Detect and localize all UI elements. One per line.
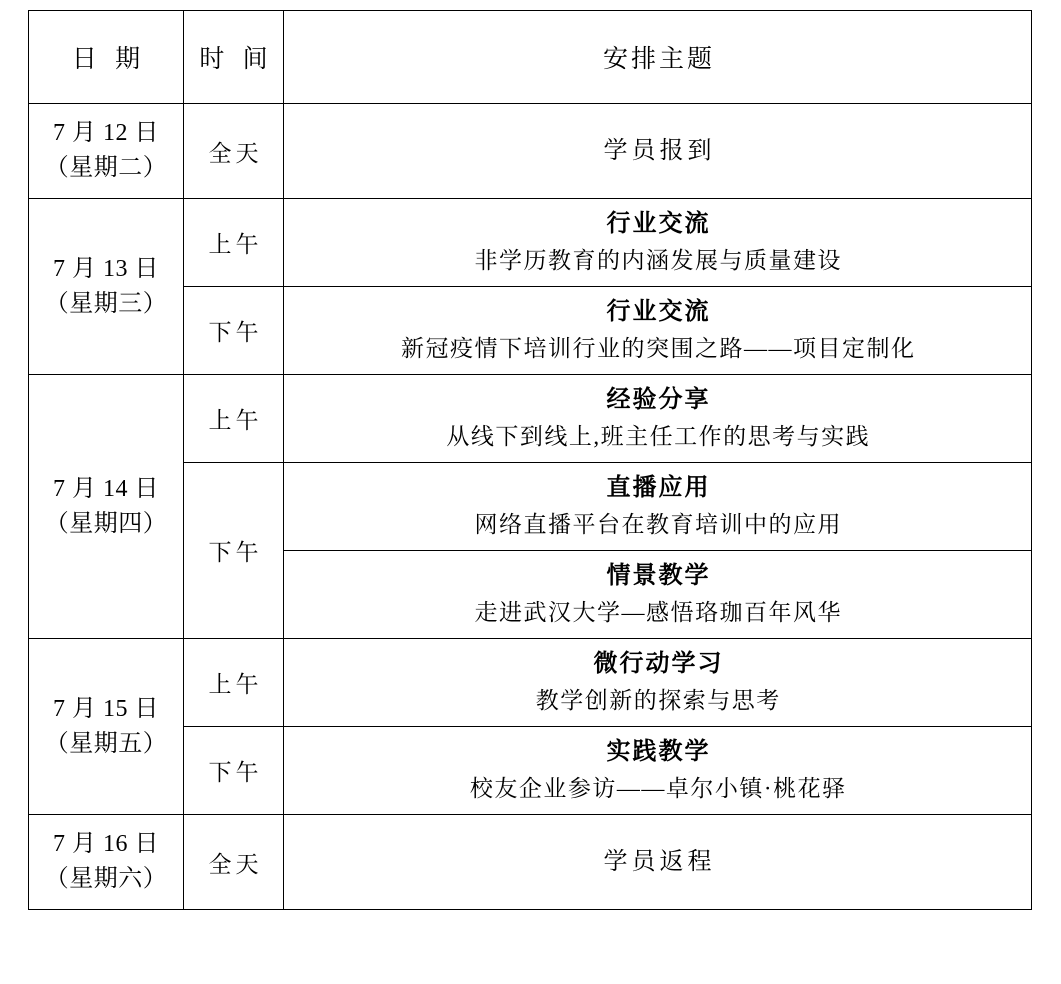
- topic-title: 微行动学习: [593, 651, 724, 678]
- schedule-table: [28, 10, 1032, 910]
- header-time: 时 间: [184, 11, 284, 104]
- topic-cell: [284, 639, 1032, 727]
- topic-title: 直播应用: [606, 475, 711, 502]
- topic-cell: [284, 199, 1032, 287]
- time-cell: 上午: [184, 199, 284, 287]
- topic-title: 经验分享: [606, 387, 711, 414]
- topic-cell: [284, 727, 1032, 815]
- topic-subtitle: 教学创新的探索与思考: [535, 688, 781, 714]
- topic-cell: [284, 287, 1032, 375]
- topic-cell: [284, 551, 1032, 639]
- time-cell: 下午: [184, 727, 284, 815]
- topic-subtitle: 非学历教育的内涵发展与质量建设: [474, 248, 842, 274]
- table-row: [29, 639, 1032, 727]
- table-row: [29, 815, 1032, 910]
- topic-title: 情景教学: [606, 563, 711, 590]
- table-header-row: [29, 11, 1032, 104]
- topic-title: 行业交流: [606, 299, 711, 326]
- topic-subtitle: 走进武汉大学—感悟珞珈百年风华: [474, 600, 842, 626]
- header-topic: 安排主题: [284, 11, 1032, 104]
- table-row: [29, 199, 1032, 287]
- date-cell: 7 月 16 日 （星期六）: [29, 815, 184, 910]
- time-cell: 全天: [184, 104, 284, 199]
- time-cell: 全天: [184, 815, 284, 910]
- date-cell: 7 月 13 日 （星期三）: [29, 199, 184, 375]
- header-date: 日 期: [29, 11, 184, 104]
- topic-subtitle: 新冠疫情下培训行业的突围之路——项目定制化: [401, 336, 916, 362]
- time-cell: 下午: [184, 287, 284, 375]
- table-row: [29, 375, 1032, 463]
- time-cell: 下午: [184, 463, 284, 639]
- time-cell: 上午: [184, 375, 284, 463]
- time-cell: 上午: [184, 639, 284, 727]
- topic-cell: 学员返程: [284, 815, 1032, 910]
- table-row: [29, 104, 1032, 199]
- topic-cell: [284, 463, 1032, 551]
- topic-cell: 学员报到: [284, 104, 1032, 199]
- topic-subtitle: 网络直播平台在教育培训中的应用: [474, 512, 842, 538]
- topic-subtitle: 校友企业参访——卓尔小镇·桃花驿: [469, 776, 847, 802]
- topic-title: 实践教学: [606, 739, 711, 766]
- date-cell: 7 月 12 日 （星期二）: [29, 104, 184, 199]
- topic-cell: [284, 375, 1032, 463]
- date-cell: 7 月 14 日 （星期四）: [29, 375, 184, 639]
- topic-subtitle: 从线下到线上,班主任工作的思考与实践: [446, 424, 871, 450]
- date-cell: 7 月 15 日 （星期五）: [29, 639, 184, 815]
- topic-title: 行业交流: [606, 211, 711, 238]
